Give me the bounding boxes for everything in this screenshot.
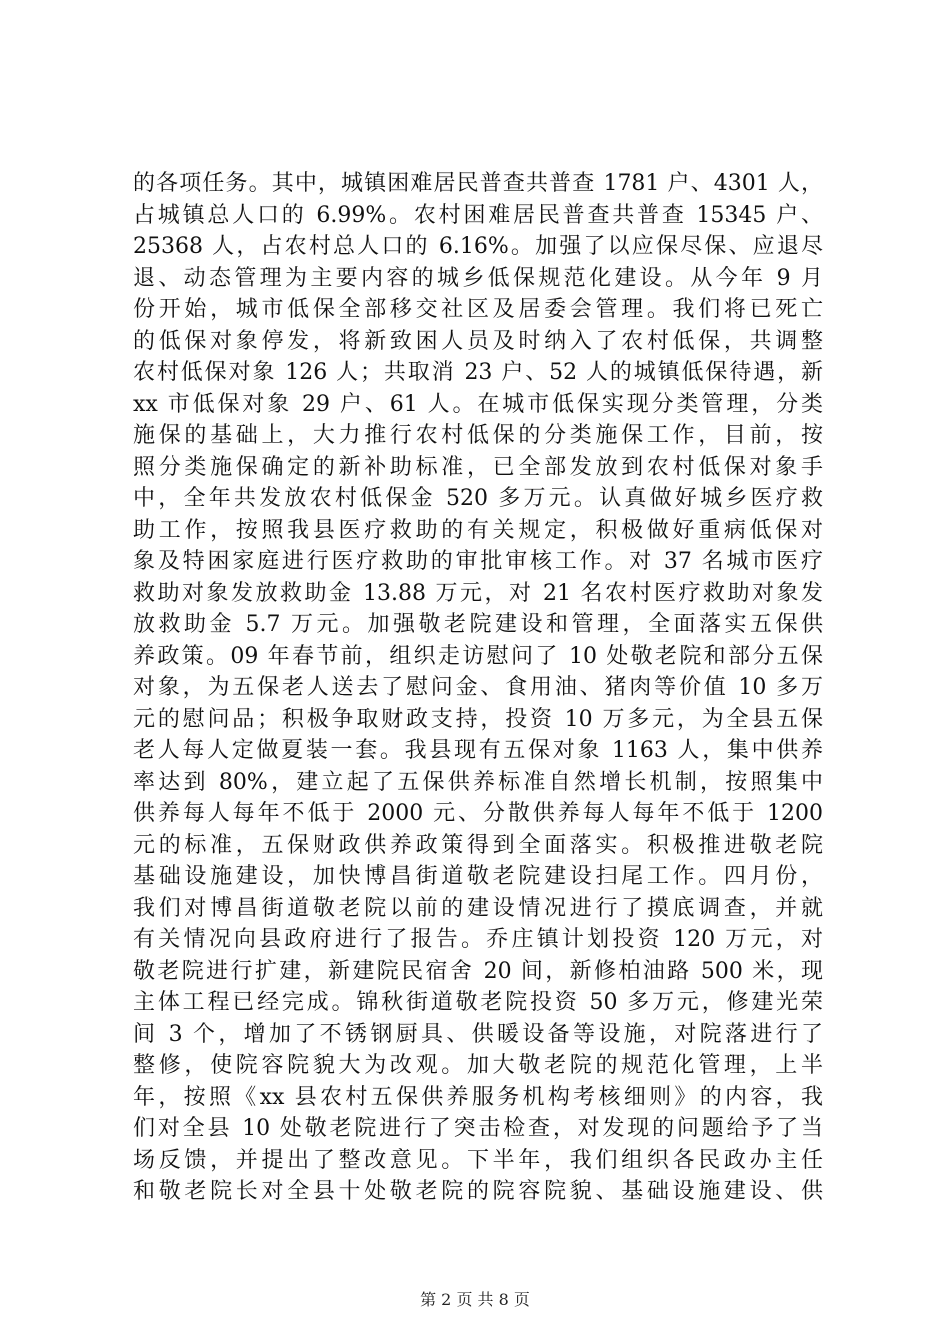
text-line: 放救助金 5.7 万元。加强敬老院建设和管理，全面落实五保供 bbox=[133, 612, 823, 637]
text-line: 照分类施保确定的新补助标准，已全部发放到农村低保对象手 bbox=[133, 454, 823, 480]
text-line: 施保的基础上，大力推行农村低保的分类施保工作，目前，按 bbox=[133, 423, 823, 448]
text-line: 占城镇总人口的 6.99%。农村困难居民普查共普查 15345 户、 bbox=[133, 202, 823, 228]
text-line: 份开始，城市低保全部移交社区及居委会管理。我们将已死亡 bbox=[133, 297, 823, 322]
text-line: xx 市低保对象 29 户、61 人。在城市低保实现分类管理，分类 bbox=[133, 391, 823, 417]
text-line: 助工作，按照我县医疗救助的有关规定，积极做好重病低保对 bbox=[133, 517, 823, 543]
text-line: 养政策。09 年春节前，组织走访慰问了 10 处敬老院和部分五保 bbox=[133, 643, 823, 669]
text-line: 老人每人定做夏装一套。我县现有五保对象 1163 人，集中供养 bbox=[133, 738, 823, 763]
text-line: 对象，为五保老人送去了慰问金、食用油、猪肉等价值 10 多万 bbox=[133, 675, 823, 700]
text-line: 农村低保对象 126 人；共取消 23 户、52 人的城镇低保待遇，新 bbox=[133, 360, 823, 385]
text-line: 25368 人，占农村总人口的 6.16%。加强了以应保尽保、应退尽 bbox=[133, 234, 823, 259]
text-line: 元的标准，五保财政供养政策得到全面落实。积极推进敬老院 bbox=[133, 832, 823, 858]
text-line: 场反馈，并提出了整改意见。下半年，我们组织各民政办主任 bbox=[133, 1147, 823, 1173]
text-line: 有关情况向县政府进行了报告。乔庄镇计划投资 120 万元，对 bbox=[133, 927, 823, 952]
text-line: 我们对博昌街道敬老院以前的建设情况进行了摸底调查，并就 bbox=[133, 895, 823, 921]
text-line: 救助对象发放救助金 13.88 万元，对 21 名农村医疗救助对象发 bbox=[133, 580, 823, 606]
text-line: 和敬老院长对全县十处敬老院的院容院貌、基础设施建设、供 bbox=[133, 1179, 823, 1204]
text-line: 们对全县 10 处敬老院进行了突击检查，对发现的问题给予了当 bbox=[133, 1116, 823, 1141]
text-line: 率达到 80%，建立起了五保供养标准自然增长机制，按照集中 bbox=[133, 769, 823, 795]
text-line: 年，按照《xx 县农村五保供养服务机构考核细则》的内容，我 bbox=[133, 1084, 823, 1110]
text-line: 间 3 个，增加了不锈钢厨具、供暖设备等设施，对院落进行了 bbox=[133, 1021, 823, 1047]
text-line: 元的慰问品；积极争取财政支持，投资 10 万多元，为全县五保 bbox=[133, 706, 823, 732]
body-paragraph bbox=[133, 168, 823, 1208]
text-line: 的低保对象停发，将新致困人员及时纳入了农村低保，共调整 bbox=[133, 328, 823, 354]
text-line: 退、动态管理为主要内容的城乡低保规范化建设。从今年 9 月 bbox=[133, 265, 823, 291]
text-line: 象及特困家庭进行医疗救助的审批审核工作。对 37 名城市医疗 bbox=[133, 549, 823, 574]
text-line: 主体工程已经完成。锦秋街道敬老院投资 50 多万元，修建光荣 bbox=[133, 990, 823, 1015]
text-line: 基础设施建设，加快博昌街道敬老院建设扫尾工作。四月份， bbox=[133, 864, 823, 889]
text-line: 供养每人每年不低于 2000 元、分散供养每人每年不低于 1200 bbox=[133, 801, 823, 826]
text-line: 整修，使院容院貌大为改观。加大敬老院的规范化管理，上半 bbox=[133, 1053, 823, 1078]
text-line: 中，全年共发放农村低保金 520 多万元。认真做好城乡医疗救 bbox=[133, 486, 823, 511]
text-line: 敬老院进行扩建，新建院民宿舍 20 间，新修柏油路 500 米，现 bbox=[133, 958, 823, 984]
text-line: 的各项任务。其中，城镇困难居民普查共普查 1781 户、4301 人， bbox=[133, 171, 823, 196]
page-footer: 第 2 页 共 8 页 bbox=[420, 1290, 530, 1309]
